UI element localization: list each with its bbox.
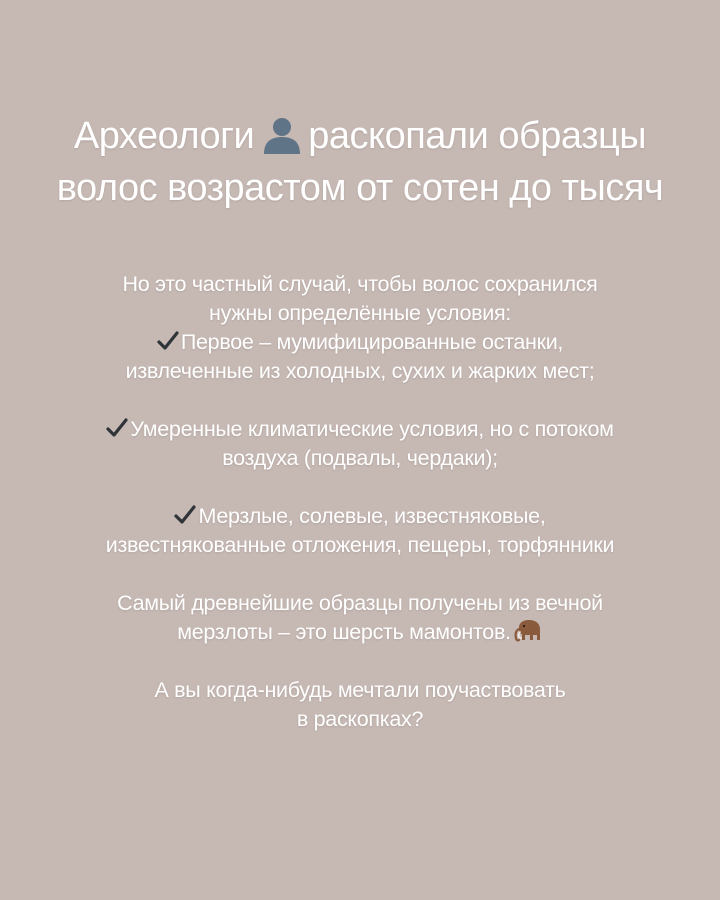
checklist-item-second (0, 415, 720, 444)
person-silhouette-icon (260, 114, 304, 154)
text-line: извлеченные из холодных, сухих и жарких мест; (125, 359, 595, 383)
title-text-start: Археологи (73, 115, 255, 157)
checklist-item-first (0, 328, 720, 357)
check-mark-icon (106, 418, 128, 438)
text-line: А вы когда-нибудь мечтали поучаствовать (154, 678, 566, 702)
mammoth-icon (513, 618, 543, 644)
text-line: Первое – мумифицированные останки, (180, 330, 564, 354)
post-body (0, 270, 720, 763)
title-line-2: волос возрастом от сотен до тысяч (56, 167, 664, 209)
text-line: Но это частный случай, чтобы волос сохранился (122, 272, 598, 296)
paragraph-fourth (0, 589, 720, 647)
paragraph-second (0, 415, 720, 473)
text-line: нужны определённые условия: (209, 301, 511, 325)
text-line: известнякованные отложения, пещеры, торфянники (105, 533, 615, 557)
title-line-1 (0, 110, 720, 162)
check-mark-icon (174, 505, 196, 525)
check-mark-icon (157, 331, 179, 351)
text-line: мерзлоты – это шерсть мамонтов. (177, 620, 511, 644)
title-text-end: раскопали образцы (308, 115, 647, 157)
paragraph-intro (0, 270, 720, 386)
text-line: в раскопках? (296, 707, 424, 731)
text-line-with-icon (0, 618, 720, 647)
post-title (0, 110, 720, 214)
text-line: Умеренные климатические условия, но с потоком (130, 417, 614, 441)
paragraph-third (0, 502, 720, 560)
checklist-item-third (0, 502, 720, 531)
paragraph-question (0, 676, 720, 734)
text-line: воздуха (подвалы, чердаки); (222, 446, 498, 470)
text-line: Мерзлые, солевые, известняковые, (198, 504, 546, 528)
text-line: Самый древнейшие образцы получены из вечной (117, 591, 603, 615)
